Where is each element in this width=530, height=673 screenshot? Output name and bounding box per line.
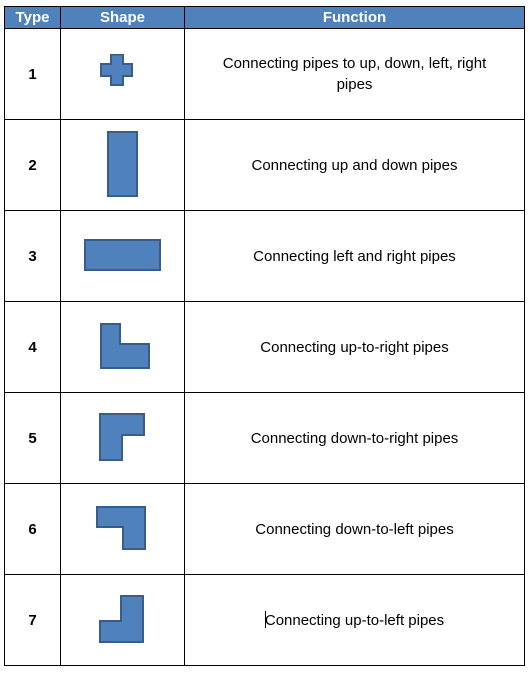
table-row bbox=[5, 484, 525, 575]
function-cell: Connecting left and right pipes bbox=[185, 211, 525, 302]
table-row bbox=[5, 393, 525, 484]
type-cell: 7 bbox=[5, 575, 61, 666]
down-left-pipe-icon bbox=[95, 505, 151, 553]
horizontal-pipe-icon bbox=[83, 238, 163, 274]
function-text: Connecting up-to-left pipes bbox=[264, 611, 445, 629]
table-row bbox=[5, 29, 525, 120]
type-cell: 4 bbox=[5, 302, 61, 393]
function-cell: Connecting pipes to up, down, left, right pipes bbox=[185, 29, 525, 120]
header-shape: Shape bbox=[61, 7, 185, 29]
table-row bbox=[5, 211, 525, 302]
function-cell: Connecting down-to-right pipes bbox=[185, 393, 525, 484]
function-cell: Connecting up and down pipes bbox=[185, 120, 525, 211]
shape-cell bbox=[61, 575, 185, 666]
header-type: Type bbox=[5, 7, 61, 29]
type-cell: 3 bbox=[5, 211, 61, 302]
shape-cell bbox=[61, 211, 185, 302]
header-row bbox=[5, 7, 525, 29]
table-row bbox=[5, 575, 525, 666]
shape-cell bbox=[61, 120, 185, 211]
type-cell: 2 bbox=[5, 120, 61, 211]
shape-cell bbox=[61, 302, 185, 393]
shape-cell bbox=[61, 29, 185, 120]
shape-cell bbox=[61, 393, 185, 484]
function-cell: Connecting down-to-left pipes bbox=[185, 484, 525, 575]
up-left-pipe-icon bbox=[98, 594, 148, 646]
shape-cell bbox=[61, 484, 185, 575]
vertical-pipe-icon bbox=[103, 130, 143, 200]
table-row bbox=[5, 302, 525, 393]
type-cell: 1 bbox=[5, 29, 61, 120]
down-right-pipe-icon bbox=[98, 412, 148, 464]
function-cell: Connecting up-to-right pipes bbox=[185, 302, 525, 393]
pipe-types-table bbox=[4, 6, 525, 666]
type-cell: 5 bbox=[5, 393, 61, 484]
type-cell: 6 bbox=[5, 484, 61, 575]
up-right-pipe-icon bbox=[95, 322, 151, 372]
header-function: Function bbox=[185, 7, 525, 29]
table-row bbox=[5, 120, 525, 211]
cross-pipe-icon bbox=[98, 54, 148, 94]
function-cell bbox=[185, 575, 525, 666]
